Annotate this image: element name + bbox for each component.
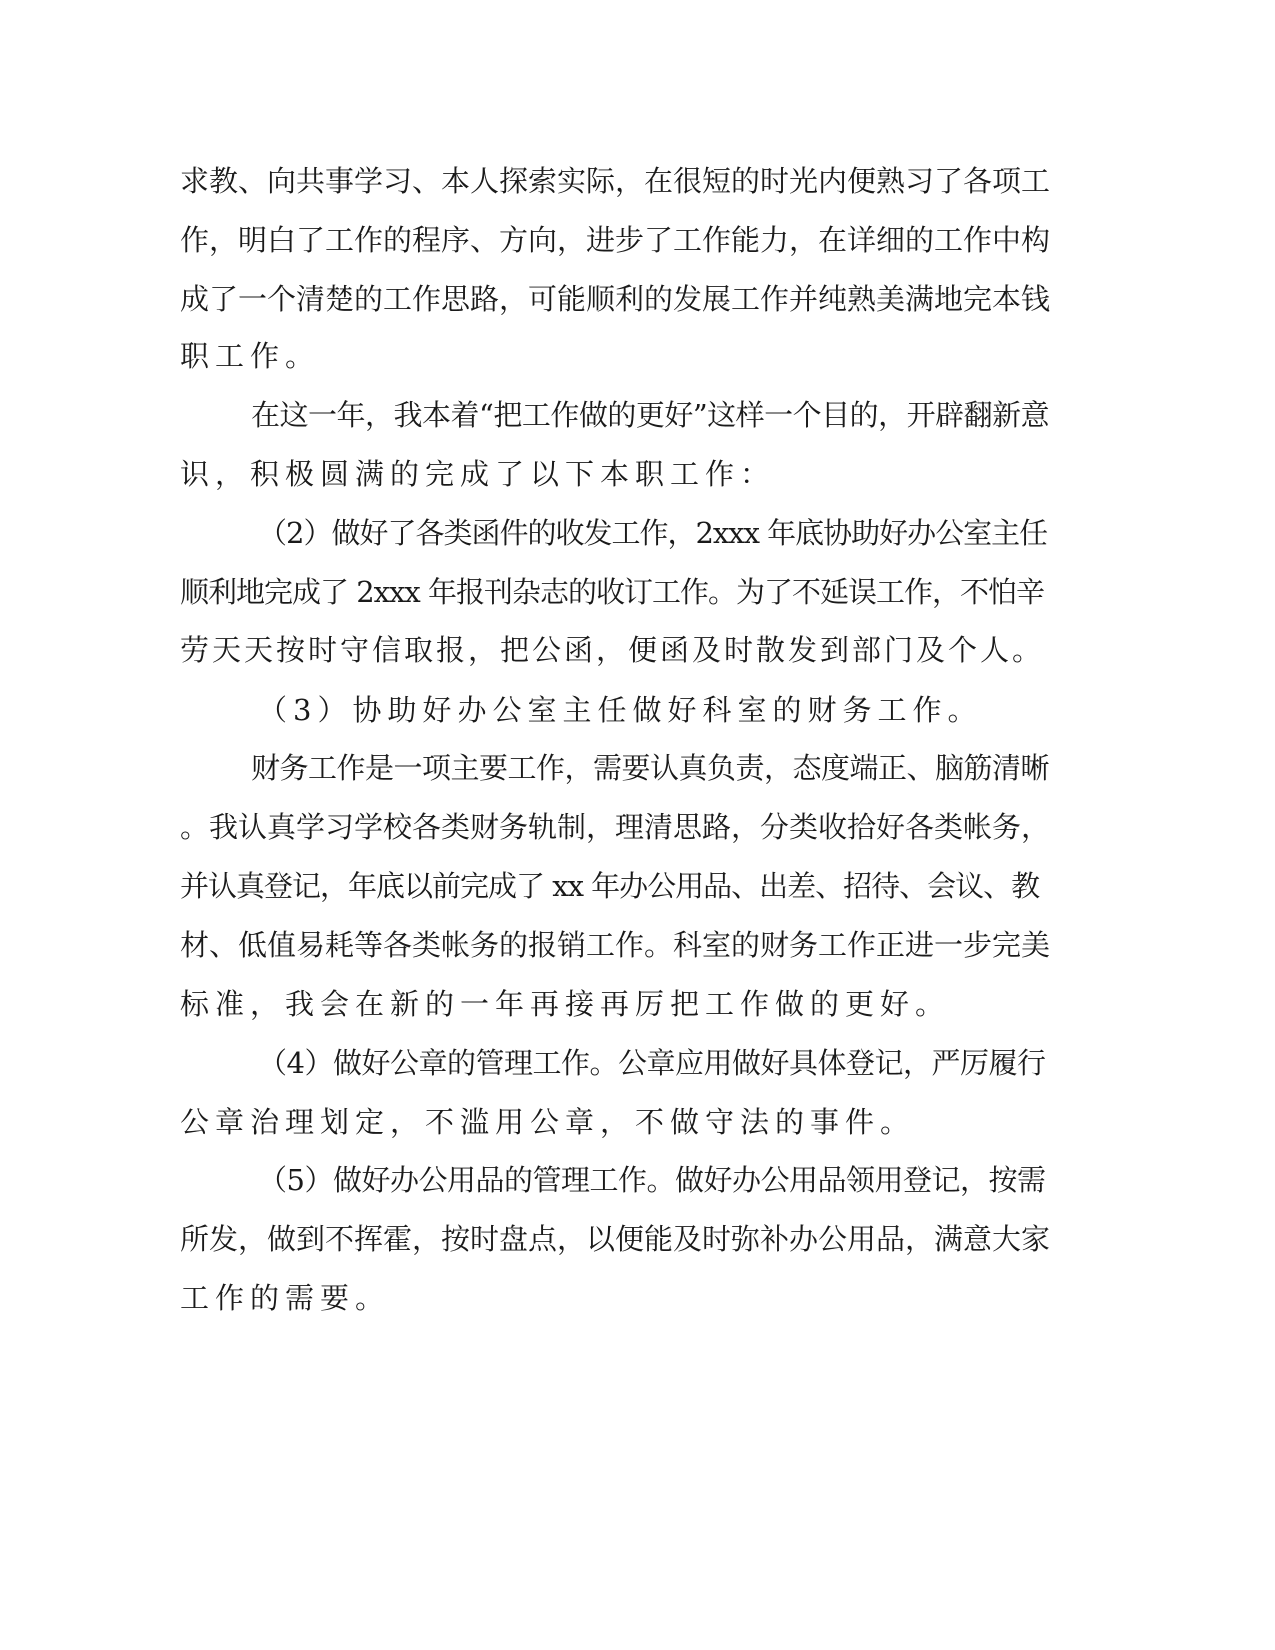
text-line: （4）做好公章的管理工作。公章应用做好具体登记，严厉履行 [258,1046,1046,1080]
text-line: 工作的需要。 [180,1281,391,1315]
text-line: 所发，做到不挥霍，按时盘点，以便能及时弥补办公用品，满意大家 [180,1222,1051,1256]
text-line: （3）协助好办公室主任做好科室的财务工作。 [258,693,983,727]
text-line: （5）做好办公用品的管理工作。做好办公用品领用登记，按需 [258,1163,1046,1197]
text-line: 并认真登记，年底以前完成了 xx 年办公用品、出差、招待、会议、教 [180,869,1040,903]
text-line: 成了一个清楚的工作思路，可能顺利的发展工作并纯熟美满地完本钱 [180,282,1051,316]
text-line: 职工作。 [180,339,321,373]
text-line: （2）做好了各类函件的收发工作，2xxx 年底协助好办公室主任 [258,516,1048,550]
text-line: 。我认真学习学校各类财务轨制，理清思路，分类收拾好各类帐务， [180,810,1051,844]
text-line: 识，积极圆满的完成了以下本职工作： [180,457,776,491]
text-line: 作，明白了工作的程序、方向，进步了工作能力，在详细的工作中构 [180,223,1051,257]
text-line: 财务工作是一项主要工作，需要认真负责，态度端正、脑筋清晰 [251,751,1050,785]
text-line: 标准，我会在新的一年再接再厉把工作做的更好。 [180,987,951,1021]
text-line: 求教、向共事学习、本人探索实际，在很短的时光内便熟习了各项工 [180,164,1051,198]
text-line: 在这一年，我本着“把工作做的更好”这样一个目的，开辟翻新意 [251,398,1050,432]
text-line: 公章治理划定，不滥用公章，不做守法的事件。 [180,1105,916,1139]
text-line: 顺利地完成了 2xxx 年报刊杂志的收订工作。为了不延误工作，不怕辛 [180,575,1044,609]
text-line: 材、低值易耗等各类帐务的报销工作。科室的财务工作正进一步完美 [180,928,1051,962]
text-line: 劳天天按时守信取报，把公函，便函及时散发到部门及个人。 [180,633,1045,667]
